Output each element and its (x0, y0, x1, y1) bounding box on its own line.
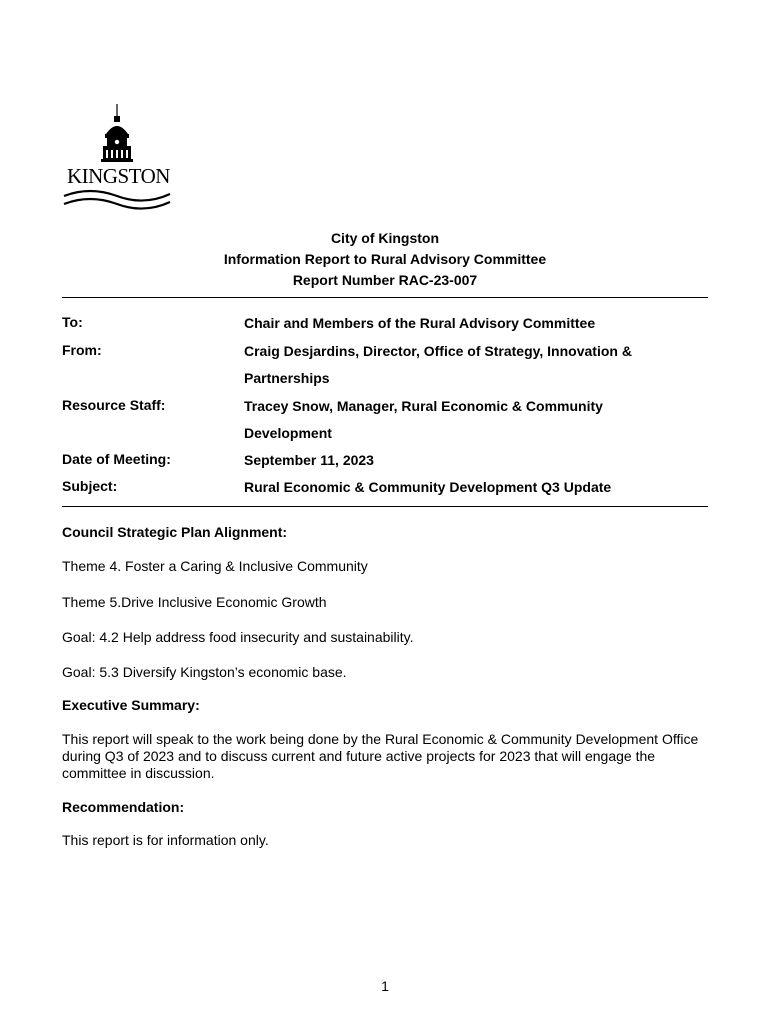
recommendation-text: This report is for information only. (62, 832, 269, 848)
logo-text: KINGSTON (67, 164, 170, 188)
header-report-number: Report Number RAC-23-007 (292, 272, 478, 288)
page-number: 1 (381, 978, 389, 994)
header-report-title: Information Report to Rural Advisory Committee (223, 251, 547, 267)
goal-4-2-text: Goal: 4.2 Help address food insecurity and sustainability. (62, 629, 414, 645)
to-label: To: (62, 314, 83, 330)
date-label: Date of Meeting: (62, 451, 171, 467)
executive-summary-heading: Executive Summary: (62, 697, 200, 713)
executive-summary-text: This report will speak to the work being done by the Rural Economic & Community Development Office during Q3 of 2023 and to discuss current and future active projects for 2023 that will engage the committee in discussion. (62, 731, 699, 781)
date-value: September 11, 2023 (244, 452, 374, 468)
recommendation-heading: Recommendation: (62, 799, 185, 815)
kingston-logo (62, 104, 172, 212)
to-value: Chair and Members of the Rural Advisory Committee (244, 315, 596, 331)
resource-staff-label: Resource Staff: (62, 397, 166, 413)
city-hall-dome-icon (62, 104, 172, 212)
alignment-heading: Council Strategic Plan Alignment: (62, 524, 288, 540)
from-label: From: (62, 342, 102, 358)
subject-label: Subject: (62, 478, 118, 494)
resource-staff-value: Tracey Snow, Manager, Rural Economic & Community Development (244, 398, 603, 441)
divider-top (62, 297, 708, 298)
goal-5-3-text: Goal: 5.3 Diversify Kingston’s economic base. (62, 664, 347, 680)
theme-5-text: Theme 5.Drive Inclusive Economic Growth (62, 594, 327, 610)
header-city: City of Kingston (330, 230, 440, 246)
report-header (0, 228, 770, 291)
divider-bottom (62, 506, 708, 507)
from-value: Craig Desjardins, Director, Office of Strategy, Innovation & Partnerships (244, 343, 632, 386)
theme-4-text: Theme 4. Foster a Caring & Inclusive Community (62, 558, 368, 574)
subject-value: Rural Economic & Community Development Q3 Update (244, 479, 612, 495)
